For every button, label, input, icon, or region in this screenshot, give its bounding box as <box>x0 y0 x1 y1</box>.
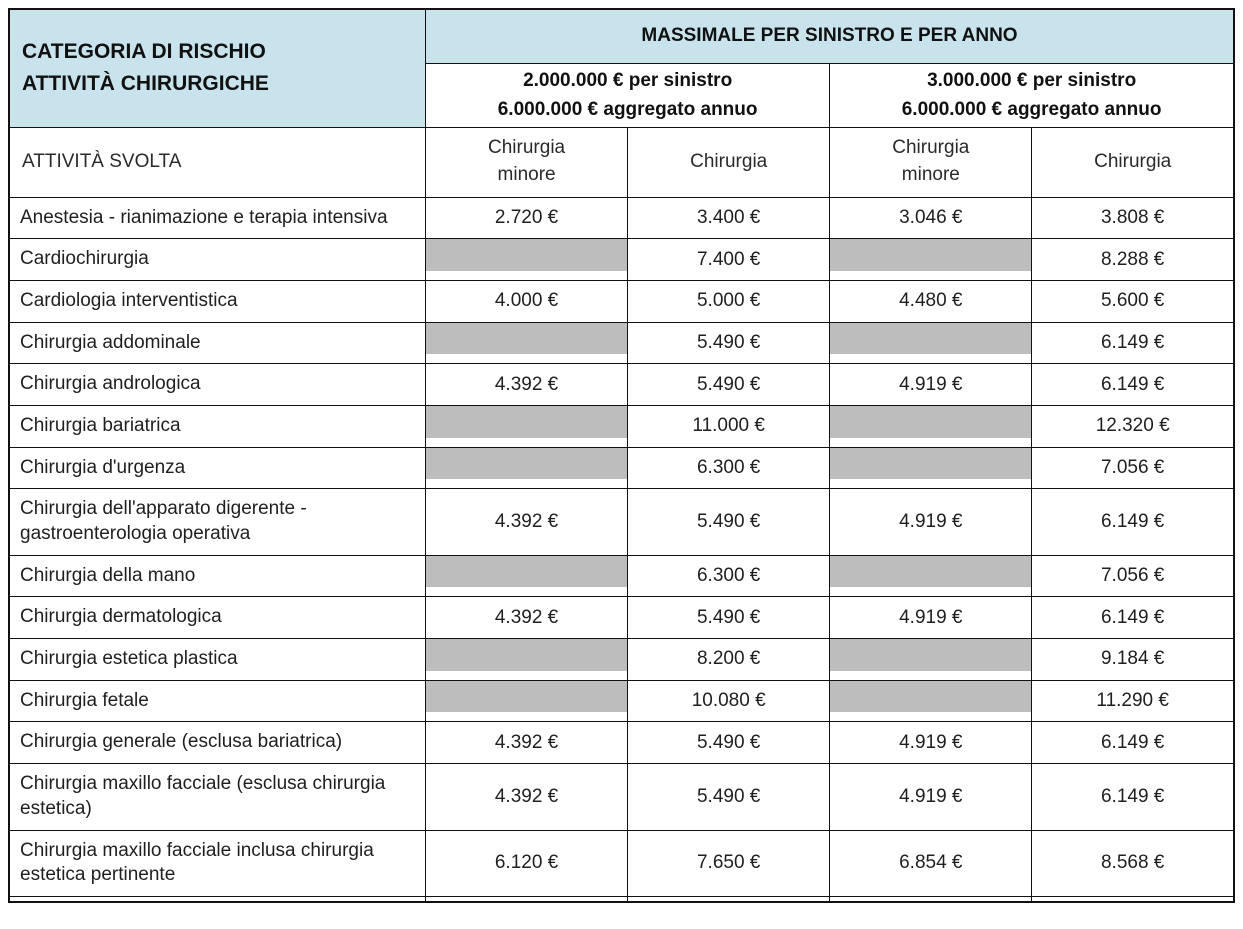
col-header-label: Chirurgia minore <box>892 137 970 185</box>
table-row <box>9 447 1234 489</box>
activity-cell: Chirurgia generale (esclusa bariatrica) <box>9 722 426 764</box>
premium-cell: 8.288 € <box>1032 239 1234 281</box>
activity-cell: Anestesia - rianimazione e terapia intensiva <box>9 197 426 239</box>
activity-cell: Chirurgia maxillo facciale (esclusa chirurgia estetica) <box>9 764 426 830</box>
col-header-label: Chirurgia minore <box>488 137 566 185</box>
premium-cell: 6.300 € <box>628 555 830 597</box>
activity-column-header: ATTIVITÀ SVOLTA <box>9 127 426 197</box>
premium-cell: 4.919 € <box>830 364 1032 406</box>
table-row <box>9 405 1234 447</box>
not-available-cell <box>830 405 1032 447</box>
col-header-chirurgia-1 <box>628 127 830 197</box>
premium-cell: 3.046 € <box>830 197 1032 239</box>
not-available-cell <box>426 680 628 722</box>
cutoff-cell <box>9 896 426 902</box>
premium-cell: 5.490 € <box>628 322 830 364</box>
cutoff-cell <box>830 896 1032 902</box>
activity-cell: Chirurgia dell'apparato digerente - gastroenterologia operativa <box>9 489 426 555</box>
premium-cell: 5.000 € <box>628 280 830 322</box>
col-header-chirurgia-2 <box>1032 127 1234 197</box>
premium-cell: 7.056 € <box>1032 447 1234 489</box>
premium-cell: 4.392 € <box>426 597 628 639</box>
premium-cell: 6.149 € <box>1032 722 1234 764</box>
premium-cell: 9.184 € <box>1032 639 1234 681</box>
option-1-line2: 6.000.000 € aggregato annuo <box>497 99 758 120</box>
risk-category-table <box>8 8 1235 903</box>
premium-cell: 4.000 € <box>426 280 628 322</box>
premium-cell: 11.290 € <box>1032 680 1234 722</box>
cutoff-row <box>9 896 1234 902</box>
premium-cell: 5.490 € <box>628 489 830 555</box>
premium-cell: 4.480 € <box>830 280 1032 322</box>
col-header-label: Chirurgia <box>1094 151 1172 172</box>
option-1-line1: 2.000.000 € per sinistro <box>523 69 733 91</box>
table-row <box>9 197 1234 239</box>
premium-cell: 4.392 € <box>426 722 628 764</box>
premium-cell: 8.568 € <box>1032 830 1234 896</box>
premium-cell: 10.080 € <box>628 680 830 722</box>
header-row-top <box>9 9 1234 63</box>
not-available-cell <box>426 555 628 597</box>
premium-cell: 6.149 € <box>1032 364 1234 406</box>
col-header-chirurgia-minore-1 <box>426 127 628 197</box>
table-row <box>9 280 1234 322</box>
table-row <box>9 239 1234 281</box>
not-available-cell <box>830 680 1032 722</box>
table-row <box>9 364 1234 406</box>
cutoff-cell <box>426 896 628 902</box>
activity-cell: Cardiologia interventistica <box>9 280 426 322</box>
column-labels-row <box>9 127 1234 197</box>
activity-cell: Chirurgia d'urgenza <box>9 447 426 489</box>
premium-cell: 6.120 € <box>426 830 628 896</box>
table-row <box>9 597 1234 639</box>
activity-cell: Chirurgia della mano <box>9 555 426 597</box>
activity-cell: Chirurgia dermatologica <box>9 597 426 639</box>
not-available-cell <box>426 447 628 489</box>
option-2-line2: 6.000.000 € aggregato annuo <box>901 99 1162 120</box>
not-available-cell <box>830 639 1032 681</box>
activity-cell: Chirurgia estetica plastica <box>9 639 426 681</box>
not-available-cell <box>830 555 1032 597</box>
premium-cell: 7.400 € <box>628 239 830 281</box>
activity-cell: Chirurgia andrologica <box>9 364 426 406</box>
premium-cell: 6.149 € <box>1032 764 1234 830</box>
cutoff-cell <box>628 896 830 902</box>
category-header <box>9 9 426 127</box>
table-row <box>9 322 1234 364</box>
premium-cell: 6.149 € <box>1032 597 1234 639</box>
cutoff-cell <box>1032 896 1234 902</box>
table-row <box>9 680 1234 722</box>
not-available-cell <box>830 239 1032 281</box>
not-available-cell <box>426 239 628 281</box>
massimale-header: MASSIMALE PER SINISTRO E PER ANNO <box>426 9 1235 63</box>
premium-cell: 6.854 € <box>830 830 1032 896</box>
premium-cell: 5.490 € <box>628 597 830 639</box>
premium-cell: 8.200 € <box>628 639 830 681</box>
premium-cell: 3.808 € <box>1032 197 1234 239</box>
premium-cell: 4.919 € <box>830 722 1032 764</box>
not-available-cell <box>426 405 628 447</box>
category-header-line2: ATTIVITÀ CHIRURGICHE <box>22 72 269 96</box>
premium-cell: 4.919 € <box>830 764 1032 830</box>
premium-cell: 4.919 € <box>830 489 1032 555</box>
activity-cell: Chirurgia maxillo facciale inclusa chirurgia estetica pertinente <box>9 830 426 896</box>
premium-cell: 5.490 € <box>628 722 830 764</box>
premium-cell: 5.600 € <box>1032 280 1234 322</box>
premium-cell: 5.490 € <box>628 764 830 830</box>
table-row <box>9 489 1234 555</box>
table-body <box>9 197 1234 902</box>
activity-cell: Chirurgia fetale <box>9 680 426 722</box>
activity-cell: Cardiochirurgia <box>9 239 426 281</box>
premium-cell: 4.392 € <box>426 764 628 830</box>
table-row <box>9 764 1234 830</box>
premium-cell: 7.056 € <box>1032 555 1234 597</box>
table-row <box>9 830 1234 896</box>
premium-cell: 4.919 € <box>830 597 1032 639</box>
premium-cell: 12.320 € <box>1032 405 1234 447</box>
premium-cell: 3.400 € <box>628 197 830 239</box>
premium-cell: 4.392 € <box>426 489 628 555</box>
premium-cell: 6.149 € <box>1032 322 1234 364</box>
option-2-header <box>830 63 1234 127</box>
premium-cell: 5.490 € <box>628 364 830 406</box>
premium-cell: 2.720 € <box>426 197 628 239</box>
option-1-header <box>426 63 830 127</box>
activity-cell: Chirurgia bariatrica <box>9 405 426 447</box>
premium-cell: 4.392 € <box>426 364 628 406</box>
col-header-chirurgia-minore-2 <box>830 127 1032 197</box>
col-header-label: Chirurgia <box>690 151 768 172</box>
activity-cell: Chirurgia addominale <box>9 322 426 364</box>
table-row <box>9 722 1234 764</box>
premium-cell: 11.000 € <box>628 405 830 447</box>
not-available-cell <box>830 447 1032 489</box>
category-header-line1: CATEGORIA DI RISCHIO <box>22 39 266 63</box>
table-row <box>9 555 1234 597</box>
premium-cell: 7.650 € <box>628 830 830 896</box>
premium-cell: 6.149 € <box>1032 489 1234 555</box>
premium-cell: 6.300 € <box>628 447 830 489</box>
not-available-cell <box>426 639 628 681</box>
not-available-cell <box>426 322 628 364</box>
not-available-cell <box>830 322 1032 364</box>
option-2-line1: 3.000.000 € per sinistro <box>927 69 1137 91</box>
table-row <box>9 639 1234 681</box>
